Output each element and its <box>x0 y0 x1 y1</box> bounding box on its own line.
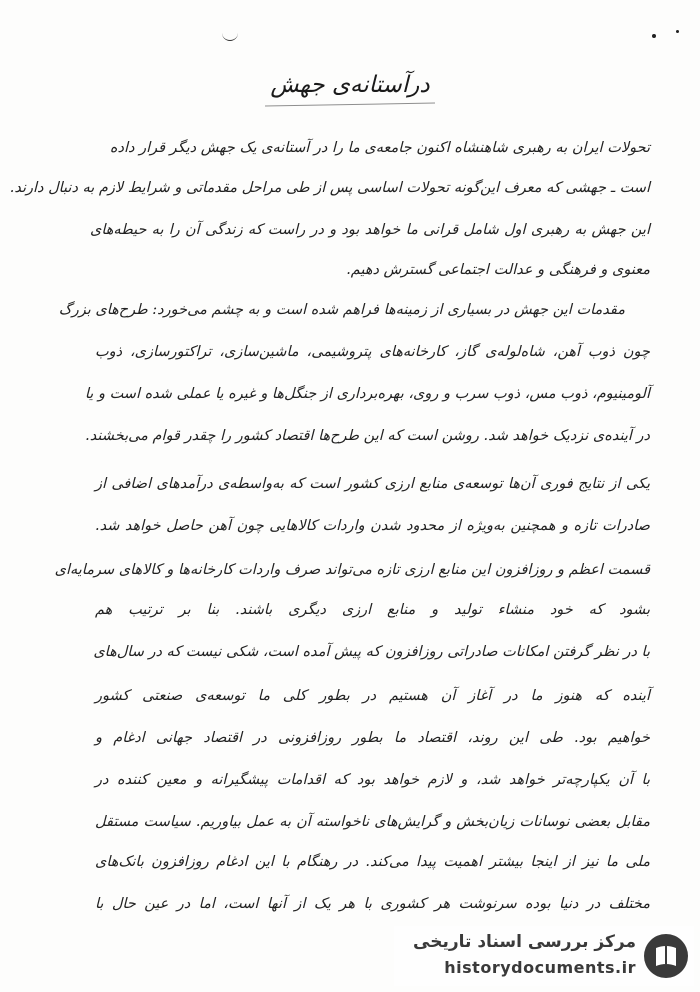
text-line: آینده که هنوز ما در آغاز آن هستیم در بطور کلی ما توسعه‌ی صنعتی کشور <box>95 688 650 704</box>
text-line: یکی از نتایج فوری آن‌ها توسعه‌ی منابع ارزی کشور است که به‌واسطه‌ی درآمدهای اضافی از <box>95 476 650 492</box>
page-dot <box>676 30 679 33</box>
text-line: خواهیم بود. طی این روند، اقتصاد ما بطور روزافزونی در اقتصاد جهانی ادغام و <box>95 730 650 746</box>
page-dot <box>652 34 656 38</box>
text-line: قسمت اعظم و روزافزون این منابع ارزی تازه می‌تواند صرف واردات کارخانه‌ها و کالاهای سرمایه‌ای <box>54 562 650 578</box>
watermark <box>394 926 694 986</box>
text-line: در آینده‌ی نزدیک خواهد شد. روشن است که این طرح‌ها اقتصاد کشور را چقدر قوام می‌بخشند. <box>85 428 650 444</box>
text-line: است ـ جهشی که معرف این‌گونه تحولات اساسی پس از طی مراحل مقدماتی و شرایط لازم به دنبال دارند. <box>9 180 650 196</box>
text-line: مقابل بعضی نوسانات زیان‌بخش و گرایش‌های ناخواسته آن به عمل بیاوریم. سیاست مستقل <box>95 814 650 830</box>
text-line: چون ذوب آهن، شاه‌لوله‌ی گاز، کارخانه‌های پتروشیمی، ماشین‌سازی، تراکتورسازی، ذوب <box>95 344 650 360</box>
text-line: این جهش به رهبری اول شامل قرانی ما خواهد بود و در راست که زندگی آن را به حیطه‌های <box>90 222 650 238</box>
text-line: با آن یکپارچه‌تر خواهد شد، و لازم خواهد بود که اقدامات پیشگیرانه و معین کننده در <box>95 772 650 788</box>
text-line: صادرات تازه و همچنین به‌ویژه از محدود شدن واردات کالاهایی چون آهن حاصل خواهد شد. <box>95 518 650 534</box>
text-line: بشود که خود منشاء تولید و منابع ارزی دیگری باشند. بنا بر ترتیب هم <box>95 602 650 618</box>
document-title: درآستانه‌ی جهش <box>270 72 430 98</box>
text-line: مختلف در دنیا بوده سرنوشت هر کشوری با هر یک از آنها است، اما در عین حال با <box>95 896 650 912</box>
text-line: ملی ما نیز از اینجا بیشتر اهمیت پیدا می‌کند. در رهنگام با این ادغام روزافزون بانک‌های <box>95 854 650 870</box>
text-line: مقدمات این جهش در بسیاری از زمینه‌ها فراهم شده است و به چشم می‌خورد: طرح‌های بزرگ <box>58 302 625 318</box>
text-line: با در نظر گرفتن امکانات صادراتی روزافزون که پیش آمده است، شکی نیست که در سال‌های <box>93 644 650 660</box>
watermark-url: historydocuments.ir <box>444 958 636 977</box>
text-line: معنوی و فرهنگی و عدالت اجتماعی گسترش دهیم. <box>346 262 650 278</box>
page-mark <box>222 28 238 41</box>
text-line: آلومینیوم، ذوب مس، ذوب سرب و روی، بهره‌برداری از جنگل‌ها و غیره یا عملی شده است و یا <box>84 386 650 402</box>
watermark-org-name: مرکز بررسی اسناد تاریخی <box>413 932 636 952</box>
archive-logo-icon <box>642 932 690 980</box>
text-line: تحولات ایران به رهبری شاهنشاه اکنون جامعه‌ی ما را در آستانه‌ی یک جهش دیگر قرار داده <box>109 140 650 156</box>
title-underline <box>265 103 435 107</box>
